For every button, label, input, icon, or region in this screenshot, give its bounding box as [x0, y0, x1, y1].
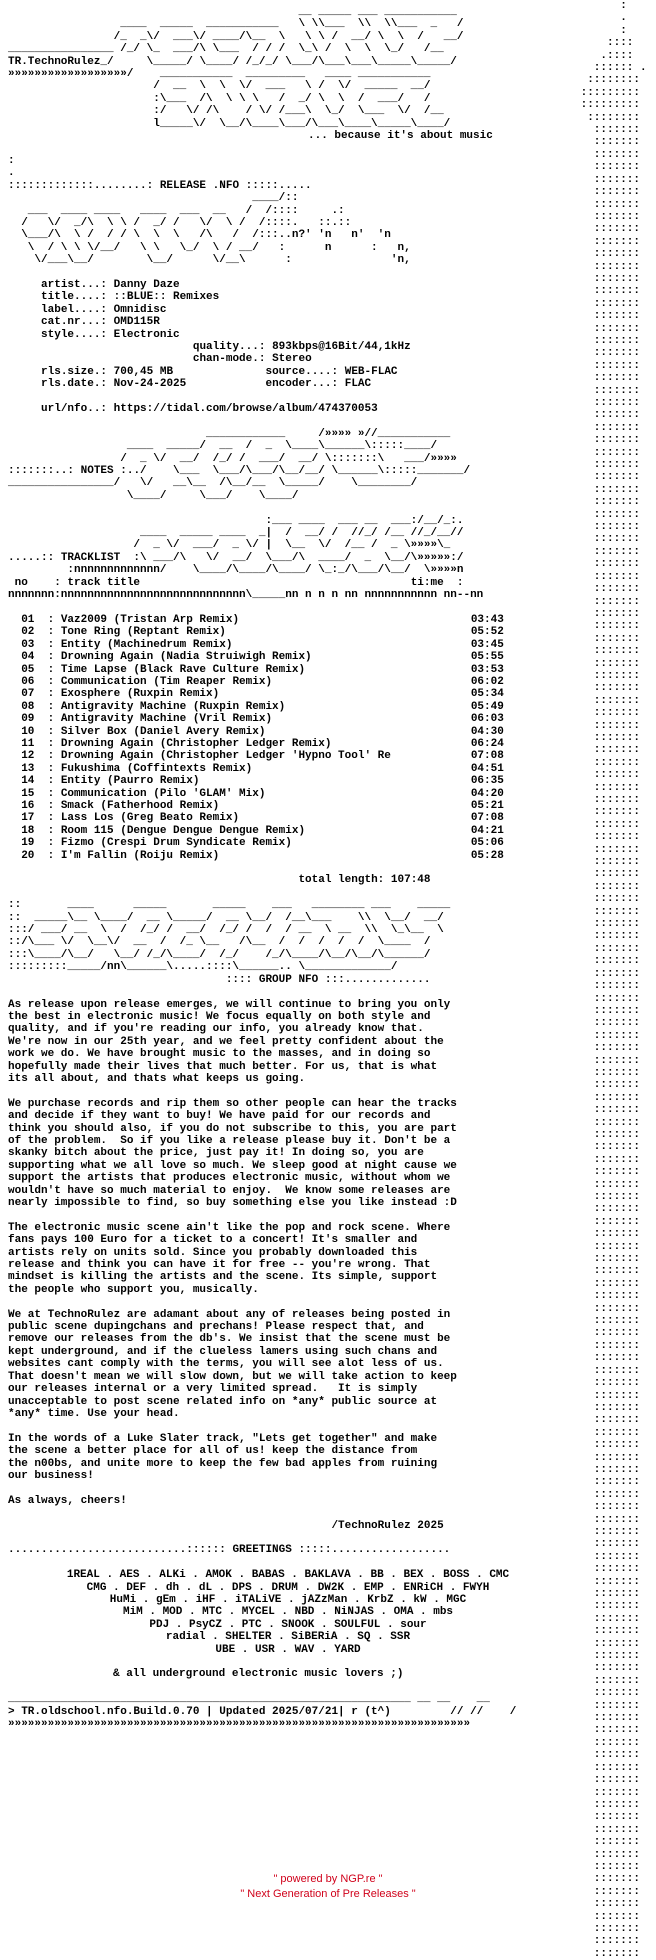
- track-row: 04 : Drowning Again (Nadia Struiwigh Remix) 05:55: [21, 651, 504, 664]
- track-row: 18 : Room 115 (Dengue Dengue Dengue Remix) 04:21: [21, 824, 504, 837]
- track-time: 06:02: [470, 675, 504, 688]
- track-row: 20 : I'm Fallin (Roiju Remix) 05:28: [21, 849, 504, 862]
- track-number: 01: [21, 613, 35, 626]
- track-number: 16: [21, 800, 35, 812]
- track-title: Tone Ring (Reptant Remix): [60, 626, 226, 639]
- track-row: 05 : Time Lapse (Black Rave Culture Remix) 03:53: [21, 663, 504, 676]
- notes-title: NOTES: [80, 465, 114, 478]
- group-nfo-paragraph: We at TechnoRulez are adamant about any of releases being posted in public scene dupingchans and prechans! Please respect that, and remove our releases from the db's. We insist that the scene must be kept underground, and if the clueless lamers using such chans and websites cant comply with the terms, you will see alot less of us. That doesn't mean we will slow down, but we will take action to keep our releases internal or a very limited spread. It is simply unacceptable to post scene related info on *any* public source at *any* time. Use your head.: [8, 1308, 457, 1420]
- track-title: Smack (Fatherhood Remix): [60, 800, 220, 812]
- track-title: Lass Los (Greg Beato Remix): [60, 812, 240, 825]
- source-value: WEB-FLAC: [344, 365, 398, 378]
- col-no: no: [14, 576, 28, 589]
- logo-ascii-art: __ _____ ___ ___________ ____ _____ ___________ \ \\___ \\ \\___ _ / /_ _\/ ___\/ ____/\__ \ \ \ / __/ \ \ / __/ ________________ /_/ \_ ___/\ \___ / / / \_\ / \ \ \_/ /__: [8, 6, 464, 56]
- group-nfo-paragraph: We purchase records and rip them so other people can hear the tracks and decide if they want to buy! We have paid for our records and think you should also, if you do not subscribe to this, you are part of the problem. So if you like a release please buy it. Don't be a skanky bitch about the price, just pay it! In doing so, you are supporting what we all love so much. We sleep good at night cause we support the artists that produces electronic music, without whom we wouldn't have so much material to enjoy. We know some releases are nearly impossible to find, so buy something else you like instead :D: [8, 1097, 457, 1209]
- track-title: Communication (Pilo 'GLAM' Mix): [60, 787, 266, 800]
- group-tag-line: TR.TechnoRulez_/ \_____/ \____/ /_/_/ \___/\___\___\_____\_____/: [8, 55, 457, 68]
- track-time: 05:55: [470, 651, 504, 664]
- label-value: Omnidisc: [113, 303, 167, 316]
- greetings-line: UBE . USR . WAV . YARD: [215, 1643, 361, 1656]
- track-row: 11 : Drowning Again (Christopher Ledger Remix) 06:24: [21, 737, 504, 750]
- track-row: 01 : Vaz2009 (Tristan Arp Remix) 03:43: [21, 613, 504, 626]
- track-row: 13 : Fukushima (Coffintexts Remix) 04:51: [21, 762, 504, 775]
- track-title: Entity (Paurro Remix): [60, 775, 200, 788]
- col-title: : track title: [54, 576, 141, 589]
- track-number: 19: [21, 837, 35, 850]
- track-title: Communication (Tim Reaper Remix): [60, 675, 273, 688]
- track-row: 09 : Antigravity Machine (Vril Remix) 06:03: [21, 713, 504, 726]
- track-row: 15 : Communication (Pilo 'GLAM' Mix) 04:20: [21, 787, 504, 800]
- tracklist-title: TRACKLIST: [60, 551, 121, 564]
- track-row: 02 : Tone Ring (Reptant Remix) 05:52: [21, 626, 504, 639]
- greetings-line: MiM . MOD . MTC . MYCEL . NBD . NiNJAS . OMA . mbs: [122, 1606, 454, 1619]
- signature: /TechnoRulez 2025: [331, 1519, 444, 1532]
- track-time: 05:21: [470, 800, 504, 812]
- date-value: Nov-24-2025: [113, 378, 187, 391]
- release-url-link[interactable]: https://tidal.com/browse/album/474370053: [113, 403, 378, 415]
- track-number: 11: [21, 737, 35, 750]
- track-number: 10: [21, 725, 35, 738]
- title-value: ::BLUE:: Remixes: [113, 291, 220, 304]
- track-time: 04:21: [470, 824, 504, 837]
- track-title: Exosphere (Ruxpin Remix): [60, 688, 220, 701]
- track-number: 18: [21, 824, 35, 837]
- encoder-value: FLAC: [344, 378, 372, 391]
- notes-ascii-art: ____________ /»»»» »//___________ ____ _____/ __ / _ \____\______\:::::____/ / _ \/ __/ /_/ / ___/ __/ \:::::::\ ___/»»»»: [120, 427, 457, 465]
- track-title: I'm Fallin (Roiju Remix): [60, 849, 220, 862]
- track-row: 07 : Exosphere (Ruxpin Remix) 05:34: [21, 688, 504, 701]
- release-ascii-art: ____/:: ___ ____ ____ ____ ___ __ / /:::: .: / \/ _/\ \ \ / _/ / \/ \ / /::::. ::.:: \___/\ \ / / / \ \ \ /\ / /:::..n?' 'n n' 'n \ / \ \ \/__/ \ \ \_/ \ / __/ : n : n, \/___\__/ \__/ \/__\ : 'n,: [21, 192, 411, 267]
- track-time: 03:45: [470, 638, 504, 651]
- greetings-line: radial . SHELTER . SiBERiA . SQ . SSR: [165, 1631, 411, 1644]
- chanmode-value: Stereo: [272, 353, 312, 366]
- track-number: 07: [21, 688, 35, 701]
- track-row: 08 : Antigravity Machine (Ruxpin Remix) 05:49: [21, 700, 504, 713]
- track-time: 06:35: [470, 775, 504, 788]
- track-number: 05: [21, 663, 35, 676]
- group-nfo-paragraph: In the words of a Luke Slater track, "Lets get together" and make the scene a better place for all of us! keep the distance from the n00bs, and unite more to keep the few bad apples from ruining our business!: [8, 1432, 438, 1482]
- catnr-value: OMD115R: [113, 316, 160, 329]
- track-time: 07:08: [470, 750, 504, 763]
- track-time: 06:24: [470, 737, 504, 750]
- track-number: 15: [21, 787, 35, 800]
- track-number: 08: [21, 700, 35, 713]
- track-row: 19 : Fizmo (Crespi Drum Syndicate Remix) 05:06: [21, 837, 504, 850]
- track-title: Entity (Machinedrum Remix): [60, 638, 233, 651]
- track-title: Vaz2009 (Tristan Arp Remix): [60, 613, 240, 626]
- track-time: 04:20: [470, 787, 504, 800]
- track-row: 10 : Silver Box (Daniel Avery Remix) 04:30: [21, 725, 504, 738]
- track-row: 12 : Drowning Again (Christopher Ledger 'Hypno Tool' Re 07:08: [21, 750, 504, 763]
- group-ascii-art: :: ____ _____ _____ ___ ________ ___ _____ :: _____\__ \____/ __ \_____/ __ \__/ /__\___ \\ \__/ __/ :::/ ___/ __ \ / /_/ / __/ /_/ / / / __ \ __ \\ \_\__ \ ::/\___ \/ \__\/ __ / /_ \__ /\__ / / / / / \____ / :::\____/\__/ \__/ /_/\____/ /_/ /_/\____/\__/\__/\______/ :::::::::_____/nn\______\.....::::\______.. \_____________/: [8, 899, 451, 974]
- track-title: Drowning Again (Christopher Ledger 'Hypno Tool' Re: [60, 750, 391, 763]
- track-title: Antigravity Machine (Vril Remix): [60, 713, 273, 726]
- track-number: 13: [21, 762, 35, 775]
- track-number: 06: [21, 675, 35, 688]
- track-time: 07:08: [470, 812, 504, 825]
- track-row: 14 : Entity (Paurro Remix) 06:35: [21, 775, 504, 788]
- track-time: 05:52: [470, 626, 504, 639]
- track-number: 17: [21, 812, 35, 825]
- track-time: 05:34: [470, 688, 504, 701]
- track-title: Drowning Again (Christopher Ledger Remix): [60, 737, 332, 750]
- track-title: Fizmo (Crespi Drum Syndicate Remix): [60, 837, 292, 850]
- artist-value: Danny Daze: [113, 278, 180, 291]
- group-nfo-paragraph: As always, cheers!: [8, 1494, 127, 1507]
- track-title: Silver Box (Daniel Avery Remix): [60, 725, 266, 738]
- track-row: 16 : Smack (Fatherhood Remix) 05:21: [21, 800, 504, 812]
- notes-ascii-art-2: ________________/ \/ __\__ /\__/__ \_____/ \________/ \____/ \___/ \____/: [8, 477, 418, 502]
- greetings-list: [8, 1569, 648, 1656]
- track-time: 06:03: [470, 713, 504, 726]
- next-gen-line: " Next Generation of Pre Releases ": [240, 1888, 416, 1900]
- track-number: 04: [21, 651, 35, 664]
- track-time: 05:28: [470, 849, 504, 862]
- greetings-line: PDJ . PsyCZ . PTC . SNOOK . SOULFUL . sour: [149, 1618, 427, 1631]
- group-nfo-title: GROUP NFO: [258, 973, 319, 986]
- group-nfo-text: [8, 999, 648, 1520]
- col-time: ti:me: [410, 576, 444, 589]
- track-time: 03:53: [470, 663, 504, 676]
- track-title: Antigravity Machine (Ruxpin Remix): [60, 700, 286, 713]
- greetings-line: 1REAL . AES . ALKi . AMOK . BABAS . BAKLAVA . BB . BEX . BOSS . CMC: [66, 1569, 510, 1582]
- track-title: Drowning Again (Nadia Struiwigh Remix): [60, 651, 312, 664]
- track-time: 04:30: [470, 725, 504, 738]
- track-title: Room 115 (Dengue Dengue Dengue Remix): [60, 824, 306, 837]
- group-nfo-paragraph: As release upon release emerges, we will continue to bring you only the best in electronic music! We focus equally on both style and quality, and if you're reading our info, you already know that. We're now in our 25th year, and we feel pretty confident about the work we do. We have brought music to the masses, and in doing so hopefully made their lives that much better. For us, that is what its all about, and thats what keeps us going.: [8, 998, 451, 1085]
- quality-value: 893kbps@16Bit/44,1kHz: [272, 340, 411, 353]
- greetings-line: CMG . DEF . dh . dL . DPS . DRUM . DW2K . EMP . ENRiCH . FWYH: [86, 1581, 490, 1594]
- greetings-line: HuMi . gEm . iHF . iTALiVE . jAZzMan . KrbZ . kW . MGC: [109, 1594, 467, 1606]
- group-tag: TR.TechnoRulez: [8, 55, 101, 68]
- greetings-title: GREETINGS: [232, 1544, 292, 1557]
- ascii-side-border: : . : :::: .:::: :::::: . :::::::: ::::::::: ::::::::: :::::::: ::::::: ::::::: ::::::: ::::::: ::::::: ::::::: ::::::: ::::::: ::::::: ::::::: ::::::: ::::::: ::::::: ::::::: ::::::: ::::::: ::::::: ::::::: ::::::: ::::::: ::::::: ::::::: ::::::: ::::::: ::::::: ::::::: ::::::: ::::::: ::::::: ::::::: ::::::: ::::::: ::::::: ::::::: ::::::: ::::::: ::::::: ::::::: ::::::: ::::::: ::::::: ::::::: ::::::: ::::::: ::::::: ::::::: ::::::: ::::::: ::::::: ::::::: ::::::: ::::::: ::::::: ::::::: ::::::: ::::::: ::::::: ::::::: ::::::: ::::::: ::::::: ::::::: ::::::: ::::::: ::::::: ::::::: ::::::: ::::::: ::::::: ::::::: ::::::: ::::::: ::::::: ::::::: ::::::: ::::::: ::::::: ::::::: ::::::: ::::::: ::::::: ::::::: ::::::: ::::::: ::::::: ::::::: ::::::: ::::::: ::::::: ::::::: ::::::: ::::::: ::::::: ::::::: ::::::: ::::::: ::::::: ::::::: ::::::: ::::::: ::::::: ::::::: ::::::: ::::::: ::::::: ::::::: ::::::: ::::::: ::::::: ::::::: ::::::: ::::::: ::::::: ::::::: ::::::: ::::::: ::::::: ::::::: ::::::: ::::::: ::::::: ::::::: ::::::: ::::::: ::::::: ::::::: ::::::: ::::::: ::::::: ::::::: ::::::: ::::::: ::::::: ::::::: ::::::: ::::::: ::::::: ::::::: ::::::: ::::::: ::::::: ::::::: ::::::: ::::::: ::::::: ::::::: ::::::: :::::::: [580, 0, 647, 1960]
- track-number: 12: [21, 750, 35, 763]
- total-length-label: total length:: [298, 874, 385, 887]
- logo-ascii-art-2: »»»»»»»»»»»»»»»»»»/ ___________ _________ ____ ___________ / __ \ \ \/ ___ \ / \/ _____ __/ :\___ /\ \ \ \ / _/ \ \ / ___/ / :/ \/ /\ / \/ /___\ \_/ \___ \/ /__ l_____\/ \__/\____\___/\___\____\_____\____/: [8, 68, 451, 130]
- tracklist-table: [8, 614, 648, 862]
- total-length-value: 107:48: [390, 874, 431, 887]
- build-info: TR.oldschool.nfo.Build.0.70 | Updated 2025/07/21| r (t^): [21, 1705, 391, 1718]
- track-time: 04:51: [470, 762, 504, 775]
- track-number: 20: [21, 849, 35, 862]
- track-number: 14: [21, 775, 35, 788]
- track-row: 06 : Communication (Tim Reaper Remix) 06:02: [21, 675, 504, 688]
- track-number: 09: [21, 713, 35, 726]
- track-title: Time Lapse (Black Rave Culture Remix): [60, 663, 306, 676]
- track-time: 03:43: [470, 613, 504, 626]
- group-nfo-paragraph: The electronic music scene ain't like the pop and rock scene. Where fans pays 100 Euro for a ticket to a concert! It's smaller and artists rely on units sold. Since you probably downloaded this release and think you can have it for free -- you're wrong. That mindset is killing the artists and the scene. Its simple, support the people who support you, musically.: [8, 1221, 451, 1296]
- nfo-document: __ _____ ___ ___________ ____ _____ ___________ \ \\___ \\ \\___ _ / /_ _\/ ___\/ ____/\__ \ \ \ / __/ \ \ / __/ ________________ /_/ \_ ___/\ \___ / / / \_\ / \ \ \_/ /__ TR.TechnoRulez_/ \_____/ \____/ /_/_/ \___/\___\___\_____\_____/ »»»»»»»»»»»»»»»»»»/ ___________ _________ ____ ___________ / __ \ \ \/ ___ \ / \/ _____ __/ :\___ /\ \ \ \ / _/ \ \ / ___/ / :/ \/ /\ / \/ /___\ \_/ \___ \/ /__ l_____\/ \__/\____\___/\___\____\_____\____/ ... because it's about music : . :::::::::::::........: RELEASE .NFO :::::..... ____/:: ___ ____ ____ ____ ___ __ / /:::: .: / \/ _/\ \ \ / _/ / \/ \ / /::::. ::.:: \___/\ \ / / / \ \ \ /\ / /:::..n?' 'n n' 'n \ / \ \ \/__/ \ \ \_/ \ / __/ : n : n, \/___\__/ \__/ \/__\ : 'n, artist...: Danny Daze title....: ::BLUE:: Remixes label....: Omnidisc cat.nr...: OMD115R style....: Electronic quality...: 893kbps@16Bit/44,1kHz chan-mode.: Stereo rls.size.: 700,45 MB source....: WEB-FLAC rls.date.: Nov-24-2025 encoder...: FLAC url/nfo..: https://tidal.com/browse/album/474370053 ____________ /»»»» »//___________ ____ _____/ __ / _ \____\______\:::::____/ / _ \/ __/ /_/ / ___/ __/ \:::::::\ ___/»»»» :::::::..: NOTES :../ \___ \___/\___/\__/__/ \______\:::::_______/ ________________/ \/ __\__ /\__/__ \_____/ \________/ \____/ \___/ \____/ :___ ____ ___ __ ___:/__/_:. ____ _____ ____ _| / __/ / //_/ /__ //_/__// / _ \/ ___/ _ \/ | \__ \/ /__ / _ \»»»»\_ .....:: TRACKLIST :\ ___/\ \/ __/ \___/\ ____/ _ \__/\»»»»»:/ :nnnnnnnnnnnnn/ \____/\____/\____/ \_:_/\___/\__/ \»»»»n no : track title ti:me : nnnnnnn:nnnnnnnnnnnnnnnnnnnnnnnnnnnn\_____nn n n n nn nnnnnnnnnnn nn--nn 01 : Vaz2009 (Tristan Arp Remix) 03:43 02 : Tone Ring (Reptant Remix) 05:52 03 : Entity (Machinedrum Remix) 03:45 04 : Drowning Again (Nadia Struiwigh Remix) 05:55 05 : Time Lapse (Black Rave Culture Remix) 03:53 06 : Communication (Tim Reaper Remix) 06:02 07 : Exosphere (Ruxpin Remix) 05:34 08 : Antigravity Machine (Ruxpin Remix) 05:49 09 : Antigravity Machine (Vril Remix) 06:03 10 : Silver Box (Daniel Avery Remix) 04:30 11 : Drowning Again (Christopher Ledger Remix) 06:24 12 : Drowning Again (Christopher Ledger 'Hypno Tool' Re 07:08 13 : Fukushima (Coffintexts Remix) 04:51 14 : Entity (Paurro Remix) 06:35 15 : Communication (Pilo 'GLAM' Mix) 04:20 16 : Smack (Fatherhood Remix) 05:21 17 : Lass Los (Greg Beato Remix) 07:08 18 : Room 115 (Dengue Dengue Dengue Remix) 04:21 19 : Fizmo (Crespi Drum Syndicate Remix) 05:06 20 : I'm Fallin (Roiju Remix) 05:28 total length: 107:48 :: ____ _____ _____ ___ ________ ___ _____ :: _____\__ \____/ __ \_____/ __ \__/ /__\___ \\ \__/ __/ :::/ ___/ __ \ / /_/ / __/ /_/ / / / __ \ __ \\ \_\__ \ ::/\___ \/ \__\/ __ / /_ \__ /\__ / / / / / \____ / :::\____/\__/ \__/ /_/\____/ /_/ /_/\____/\__/\__/\______/ :::::::::_____/nn\______\.....::::\______.. \_____________/ :::: GROUP NFO :::............. As release upon release emerges, we will continue to bring you only the best in electronic music! We focus equally on both style and quality, and if you're reading our info, you already know that. We're now in our 25th year, and we feel pretty confident about the work we do. We have brought music to the masses, and in doing so hopefully made their lives that much better. For us, that is what its all about, and thats what keeps us going. We purchase records and rip them so other people can hear the tracks and decide if they want to buy! We have paid for our records and think you should also, if you do not subscribe to this, you are part of the problem. So if you like a release please buy it. Don't be a skanky bitch about the price, just pay it! In doing so, you are supporting what we all love so much. We sleep good at night cause we support the artists that produces electronic music, without whom we wouldn't have so much material to enjoy. We know some releases are nearly impossible to find, so buy something else you like instead :D The electronic music scene ain't like the pop and rock scene. Where fans pays 100 Euro for a ticket to a concert! It's smaller and artists rely on units sold. Since you probably downloaded this release and think you can have it for free -- you're wrong. That mindset is killing the artists and the scene. Its simple, support the people who support you, musically. We at TechnoRulez are adamant about any of releases being posted in public scene dupingchans and prechans! Please respect that, and remove our releases from the db's. We insist that the scene must be kept underground, and if the clueless lamers using such chans and websites cant comply with the terms, you will see alot less of us. That doesn't mean we will slow down, but we will take action to keep our releases internal or a very limited spread. It is simply unacceptable to post scene related info on *any* public source at *any* time. Use your head. In the words of a Luke Slater track, "Lets get together" and make the scene a better place for all of us! keep the distance from the n00bs, and unite more to keep the few bad apples from ruining our business! As always, cheers! /TechnoRulez 2025 ...........................:::::: GREETINGS :::::.................. 1REAL . AES . ALKi . AMOK . BABAS . BAKLAVA . BB . BEX . BOSS . CMC CMG . DEF . dh . dL . DPS . DRUM . DW2K . EMP . ENRiCH . FWYH HuMi . gEm . iHF . iTALiVE . jAZzMan . KrbZ . kW . MGC MiM . MOD . MTC . MYCEL . NBD . NiNJAS . OMA . mbs PDJ . PsyCZ . PTC . SNOOK . SOULFUL . sour radial . SHELTER . SiBERiA . SQ . SSR UBE . USR . WAV . YARD & all underground electronic music lovers ;) _____________________________________________________________ __ __ __ > TR.oldschool.nfo.Build.0.70 | Updated 2025/07/21| r (t^) // // / »»»»»»»»»»»»»»»»»»»»»»»»»»»»»»»»»»»»»»»»»»»»»»»»»»»»»»»»»»»»»»»»»»»»»»: [8, 6, 648, 1730]
- track-number: 03: [21, 638, 35, 651]
- tagline: ... because it's about music: [308, 130, 493, 143]
- powered-by-line: " powered by NGP.re ": [273, 1873, 383, 1885]
- track-time: 05:49: [470, 700, 504, 713]
- style-value: Electronic: [113, 328, 180, 341]
- track-row: 03 : Entity (Machinedrum Remix) 03:45: [21, 638, 504, 651]
- track-row: 17 : Lass Los (Greg Beato Remix) 07:08: [21, 812, 504, 825]
- track-number: 02: [21, 626, 35, 639]
- greetings-closing: & all underground electronic music lovers ;): [113, 1668, 404, 1681]
- track-title: Fukushima (Coffintexts Remix): [60, 762, 253, 775]
- track-time: 05:06: [470, 837, 504, 850]
- tracklist-ascii-art: :___ ____ ___ __ ___:/__/_:. ____ _____ ____ _| / __/ / //_/ /__ //_/__// / _ \/ ___/ _ \/ | \__ \/ /__ / _ \»»»»\_: [133, 514, 464, 552]
- size-value: 700,45 MB: [113, 365, 174, 378]
- release-nfo-title: RELEASE .NFO: [159, 179, 240, 192]
